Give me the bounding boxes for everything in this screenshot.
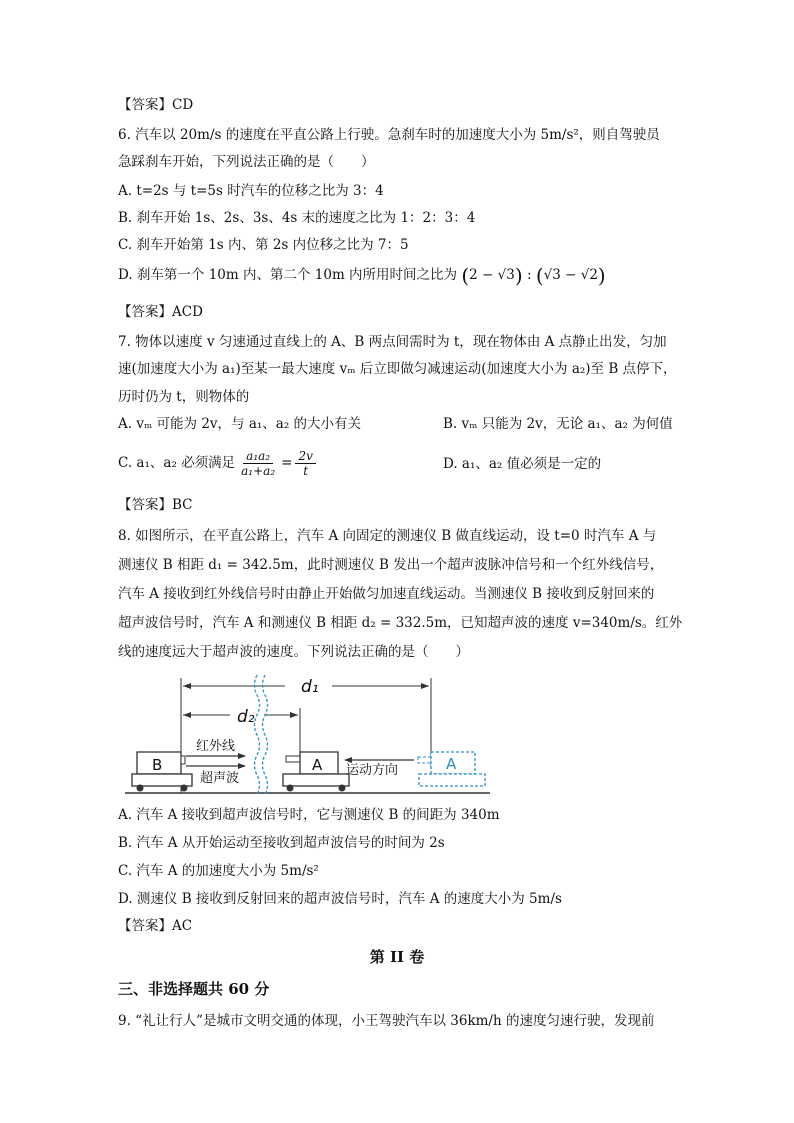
car-b-label: B (152, 756, 163, 774)
q6-option-d-text: D. 刹车第一个 10m 内、第二个 10m 内所用时间之比为 (118, 267, 458, 283)
paren-close-2: ) (597, 263, 606, 288)
answer-q6: 【答案】ACD (118, 304, 203, 320)
q6-option-b: B. 刹车开始 1s、2s、3s、4s 末的速度之比为 1：2：3：4 (118, 210, 476, 226)
q9-stem-line1: 9. “礼让行人”是城市文明交通的体现，小王驾驶汽车以 36km/h 的速度匀速行驶，发现前 (118, 1013, 655, 1029)
q7-option-d: D. a₁、a₂ 值必须是一定的 (443, 456, 602, 472)
d2-arrowhead-left (183, 712, 191, 718)
equals-sign: = (281, 455, 293, 471)
car-a-wheel-2 (339, 785, 346, 792)
break-wave-2 (263, 675, 268, 795)
car-a-label: A (312, 756, 323, 774)
q6-d-expr-2: √3 − √2 (543, 267, 598, 283)
car-a-base (283, 774, 349, 786)
ghost-car-a-label: A (446, 755, 457, 773)
q6-option-c: C. 刹车开始第 1s 内、第 2s 内位移之比为 7：5 (118, 237, 409, 253)
d2-label: d₂ (237, 707, 255, 727)
infrared-label: 红外线 (196, 739, 236, 754)
car-b-base (132, 774, 192, 786)
fraction-1 (238, 449, 278, 478)
d1-label: d₁ (301, 677, 319, 697)
q7-option-c (118, 446, 319, 480)
ghost-car-a-base (419, 774, 485, 786)
q7-stem-line3: 历时仍为 t，则物体的 (118, 389, 250, 405)
q6-stem-line1: 6. 汽车以 20m/s 的速度在平直公路上行驶。急刹车时的加速度大小为 5m/s²，则自驾驶员 (118, 127, 660, 143)
section-title: 三、非选择题共 60 分 (118, 980, 270, 998)
break-wave-1 (255, 675, 260, 795)
q8-option-c: C. 汽车 A 的加速度大小为 5m/s² (118, 863, 319, 879)
q8-stem-line1: 8. 如图所示，在平直公路上，汽车 A 向固定的测速仪 B 做直线运动，设 t=0 时汽车 A 与 (118, 528, 657, 544)
q6-d-expr-1: 2 − √3 (469, 267, 515, 283)
q8-option-d: D. 测速仪 B 接收到反射回来的超声波信号时，汽车 A 的速度大小为 5m/s (118, 891, 562, 907)
fraction-2-den: t (303, 464, 309, 478)
paren-close: ) (514, 263, 523, 288)
d2-arrowhead-right (290, 712, 298, 718)
answer-q8: 【答案】AC (118, 918, 193, 934)
fraction-1-num: a₁a₂ (243, 449, 273, 464)
car-a-wheel-1 (287, 785, 294, 792)
paren-open-2: ( (535, 263, 544, 288)
car-b-sensor (181, 756, 185, 764)
q6-option-d (118, 263, 606, 288)
ghost-car-a-sensor (418, 757, 431, 763)
car-b-wheel-1 (137, 785, 144, 792)
q6-stem-line2: 急踩刹车开始，下列说法正确的是（ ） (118, 154, 375, 170)
d1-arrowhead-right (421, 683, 429, 689)
answer-q5: 【答案】CD (118, 97, 194, 113)
car-a-sensor (286, 756, 300, 762)
q8-diagram (120, 670, 500, 800)
q7-option-b: B. vₘ 只能为 2v，无论 a₁、a₂ 为何值 (443, 416, 673, 432)
fraction-1-den: a₁+a₂ (241, 464, 276, 478)
ultrasonic-arrowhead (238, 763, 246, 769)
q7-option-a: A. vₘ 可能为 2v，与 a₁、a₂ 的大小有关 (118, 416, 362, 432)
fraction-2 (295, 449, 315, 478)
d1-arrowhead-left (183, 683, 191, 689)
fraction-2-num: 2v (295, 449, 315, 464)
q7-stem-line1: 7. 物体以速度 v 匀速通过直线上的 A、B 两点间需时为 t，现在物体由 A 点静止出发，匀加 (118, 334, 667, 350)
q8-stem-line2: 测速仪 B 相距 d₁ = 342.5m，此时测速仪 B 发出一个超声波脉冲信号和一个红外线信号， (118, 557, 664, 573)
infrared-arrowhead (238, 753, 246, 759)
q8-stem-line3: 汽车 A 接收到红外线信号时由静止开始做匀加速直线运动。当测速仪 B 接收到反射回来的 (118, 586, 655, 602)
answer-q7: 【答案】BC (118, 497, 193, 513)
ultrasonic-label: 超声波 (200, 771, 240, 786)
q8-stem-line4: 超声波信号时，汽车 A 和测速仪 B 相距 d₂ = 332.5m，已知超声波的速度 v=340m/s。红外 (118, 615, 683, 631)
volume-title: 第 II 卷 (369, 948, 425, 966)
q6-d-sep: : (522, 267, 536, 283)
q8-stem-line5: 线的速度远大于超声波的速度。下列说法正确的是（ ） (118, 644, 469, 660)
q6-option-a: A. t=2s 与 t=5s 时汽车的位移之比为 3：4 (118, 183, 384, 199)
motion-label: 运动方向 (346, 763, 399, 778)
car-b-wheel-2 (181, 785, 188, 792)
paren-open: ( (461, 263, 470, 288)
q8-option-b: B. 汽车 A 从开始运动至接收到超声波信号的时间为 2s (118, 835, 445, 851)
q7-stem-line2: 速(加速度大小为 a₁)至某一最大速度 vₘ 后立即做匀减速运动(加速度大小为 a₂)至 B 点停下， (118, 361, 677, 377)
q8-option-a: A. 汽车 A 接收到超声波信号时，它与测速仪 B 的间距为 340m (118, 807, 500, 823)
q7-option-c-text: C. a₁、a₂ 必须满足 (118, 455, 236, 471)
